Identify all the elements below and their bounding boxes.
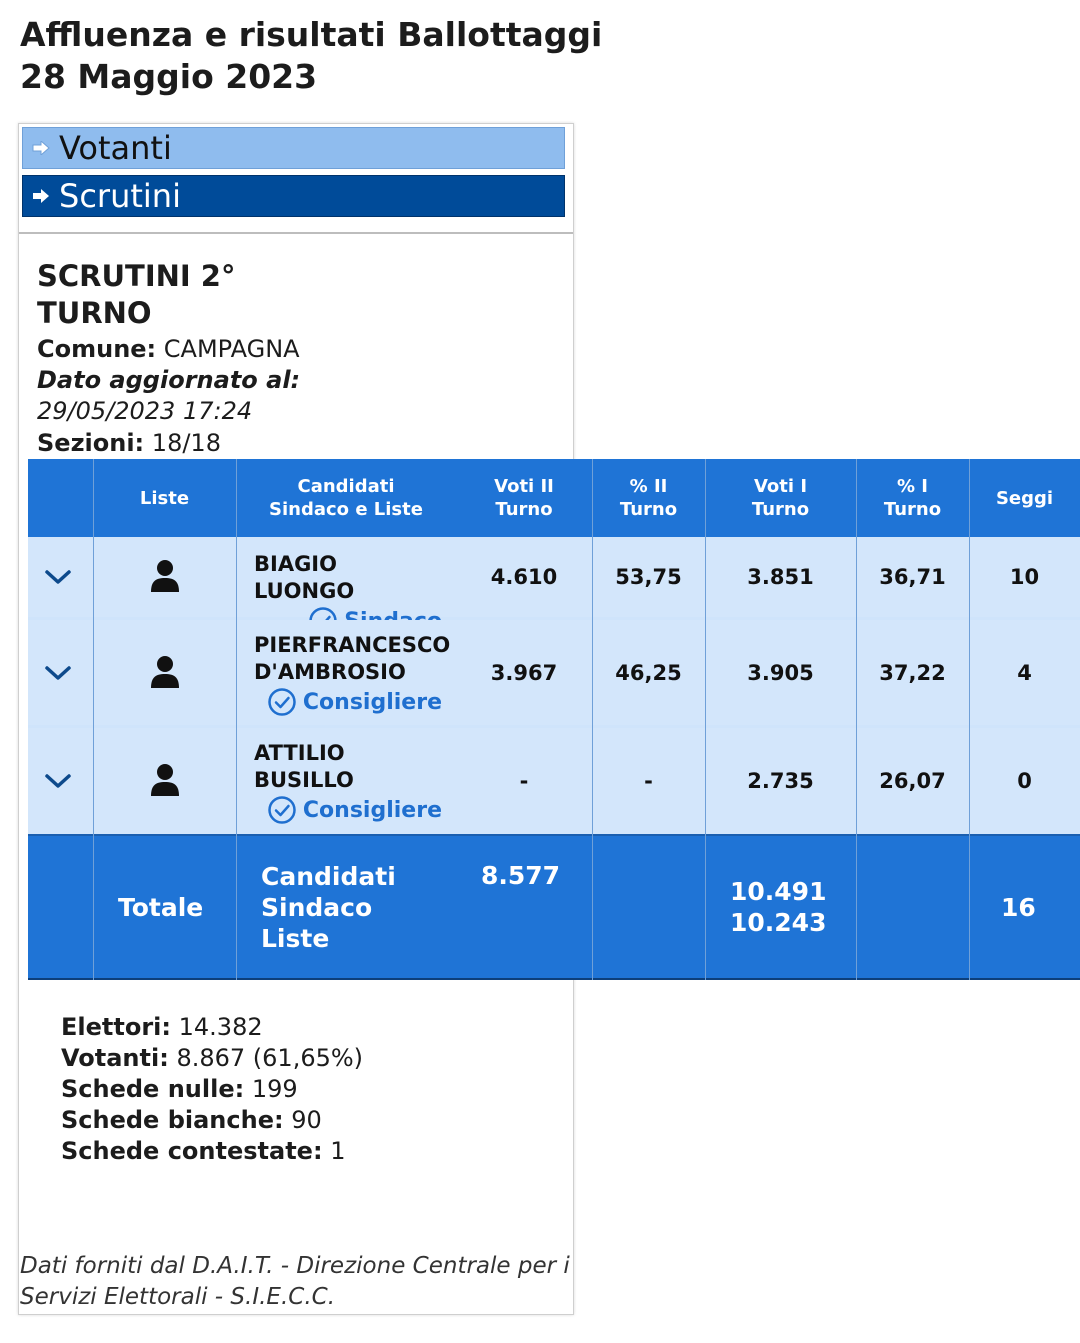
person-icon: [150, 559, 180, 593]
cell-voti-2: 4.610: [490, 565, 558, 589]
total-row: [28, 834, 1080, 980]
stat-bianche: Schede bianche: 90: [61, 1106, 322, 1134]
check-circle-icon: [267, 795, 297, 825]
header-pct-1: % I Turno: [883, 476, 942, 520]
role-badge: Consigliere: [254, 795, 442, 825]
role-badge: Consigliere: [254, 687, 442, 717]
header-liste: Liste: [139, 487, 190, 509]
header-seggi: Seggi: [995, 487, 1054, 509]
cell-pct-1: 36,71: [879, 565, 946, 589]
table-row: [28, 537, 1080, 617]
cell-voti-1: 3.851: [747, 565, 814, 589]
sezioni-info: [37, 428, 221, 459]
total-seggi: 16: [1001, 893, 1036, 922]
cell-voti-2: -: [519, 769, 529, 793]
aggiornato-label: [37, 365, 300, 396]
cell-voti-1: 3.905: [747, 660, 814, 685]
page-title: [20, 14, 720, 98]
comune-value: CAMPAGNA: [163, 335, 300, 363]
sezioni-label: Sezioni:: [37, 429, 145, 457]
header-candidati: Candidati Sindaco e Liste: [269, 476, 423, 520]
column-separator: [236, 459, 237, 980]
aggiornato-value-text: 29/05/2023 17:24: [37, 397, 253, 425]
column-separator: [592, 459, 593, 980]
chevron-down-icon[interactable]: [44, 568, 72, 586]
cell-pct-2: 53,75: [615, 565, 682, 589]
sezioni-value: 18/18: [151, 429, 221, 457]
cell-voti-2: 3.967: [490, 660, 558, 685]
table-header: [28, 459, 1080, 537]
cell-pct-2: 46,25: [615, 660, 682, 685]
candidate-name: BIAGIO LUONGO: [254, 551, 442, 636]
candidate-name: ATTILIO BUSILLO Consigliere: [254, 740, 442, 825]
comune-label: Comune:: [37, 335, 157, 363]
chevron-down-icon[interactable]: [44, 664, 72, 682]
section-title-line1: SCRUTINI 2°: [37, 259, 236, 293]
stat-nulle: Schede nulle: 199: [61, 1075, 298, 1103]
page-title-line1: Affluenza e risultati Ballottaggi: [20, 15, 603, 54]
nav-scrutini[interactable]: [22, 175, 565, 217]
total-voti-2: 8.577: [481, 861, 561, 890]
column-separator: [856, 459, 857, 980]
results-table: [28, 459, 1080, 980]
chevron-down-icon[interactable]: [44, 772, 72, 790]
nav-votanti-label: Votanti: [59, 129, 172, 167]
cell-seggi: 4: [1017, 660, 1032, 685]
stats-block: [61, 1012, 363, 1167]
column-separator: [969, 459, 970, 980]
cell-pct-1: 26,07: [879, 769, 946, 793]
source-line2: Servizi Elettorali - S.I.E.C.C.: [20, 1284, 336, 1310]
person-icon: [150, 763, 180, 797]
comune-info: [37, 334, 300, 365]
nav-scrutini-label: Scrutini: [59, 177, 181, 215]
divider: [19, 232, 573, 234]
cell-voti-1: 2.735: [747, 769, 814, 793]
stat-elettori: Elettori: 14.382: [61, 1013, 263, 1041]
header-pct-2: % II Turno: [619, 476, 678, 520]
table-row: [28, 728, 1080, 834]
column-separator: [93, 459, 94, 980]
cell-pct-1: 37,22: [879, 660, 946, 685]
source-line1: Dati forniti dal D.A.I.T. - Direzione Centrale per i: [20, 1253, 570, 1279]
aggiornato-value: [37, 396, 252, 427]
aggiornato-label-text: Dato aggiornato al:: [37, 366, 301, 394]
source-footer: [20, 1251, 576, 1313]
total-label: Totale: [118, 893, 204, 922]
stat-votanti: Votanti: 8.867 (61,65%): [61, 1044, 364, 1072]
table-row: [28, 620, 1080, 725]
header-voti-2: Voti II Turno: [494, 476, 554, 520]
section-title: [37, 258, 235, 332]
cell-seggi: 10: [1009, 565, 1040, 589]
person-icon: [150, 655, 180, 689]
cell-seggi: 0: [1017, 769, 1032, 793]
section-title-line2: TURNO: [37, 296, 152, 330]
total-voti-1: 10.491 10.243: [730, 877, 827, 937]
arrow-right-icon: [23, 189, 59, 203]
check-circle-icon: [267, 687, 297, 717]
header-voti-1: Voti I Turno: [751, 476, 810, 520]
total-sublabels: Candidati Sindaco Liste: [261, 862, 396, 953]
page-title-line2: 28 Maggio 2023: [20, 57, 318, 96]
column-separator: [705, 459, 706, 980]
stat-contestate: Schede contestate: 1: [61, 1137, 346, 1165]
arrow-right-icon: [23, 141, 59, 155]
nav-votanti[interactable]: [22, 127, 565, 169]
cell-pct-2: -: [644, 769, 653, 793]
candidate-name: PIERFRANCESCO D'AMBROSIO Consigliere: [254, 632, 442, 717]
